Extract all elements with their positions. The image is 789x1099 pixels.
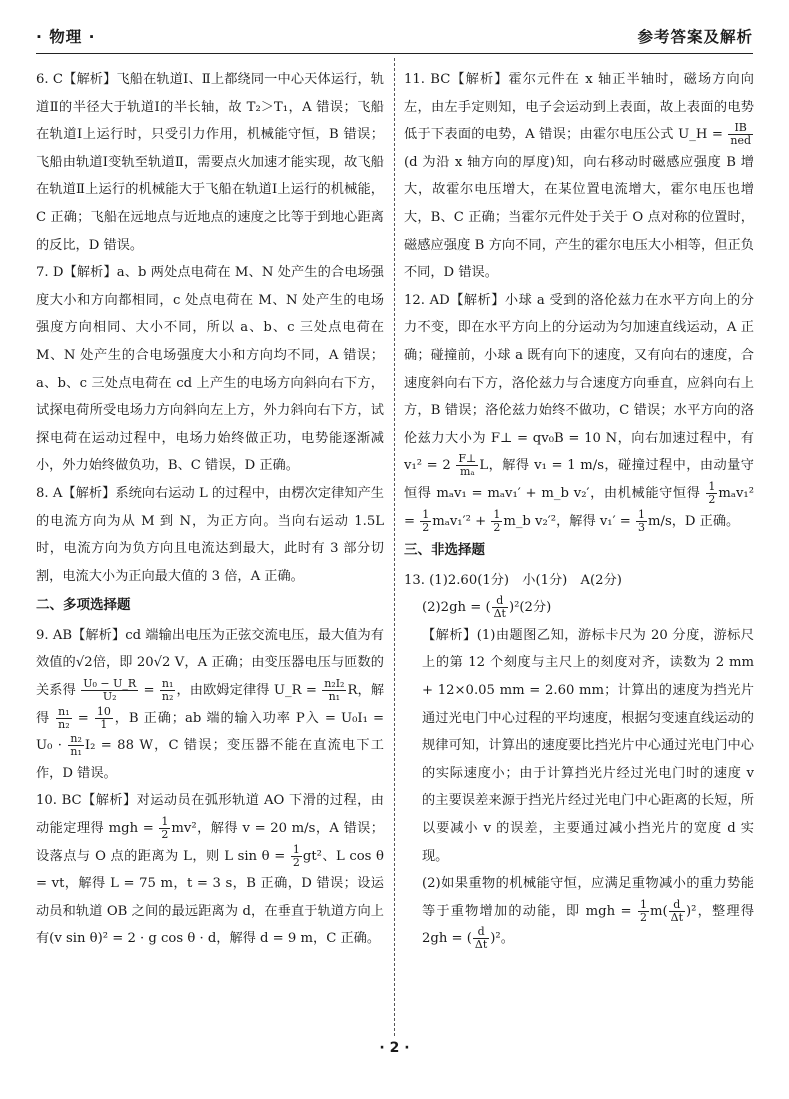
fraction-denominator: 3 <box>638 520 646 534</box>
q13-2-text-a: (2)2gh = ( <box>422 600 491 616</box>
fraction-numerator: d <box>669 899 685 912</box>
fraction-denominator: n₂ <box>161 690 174 704</box>
fraction <box>81 678 138 703</box>
fraction <box>56 706 72 731</box>
q11-text-a: 11. BC【解析】霍尔元件在 x 轴正半轴时，磁场方向向左，由左手定则知，电子会运动到上表面，故上表面的电势低于下表面的电势，A 错误；由霍尔电压公式 U_H = <box>404 72 754 143</box>
fraction-numerator: d <box>492 595 508 608</box>
q12-text-c: mₐv₁² = <box>404 485 754 529</box>
fraction <box>159 816 170 841</box>
fraction <box>728 122 753 147</box>
q13-exp2-text-b: m( <box>649 903 668 919</box>
q9-text-d: ，B 正确；ab 端的输入功率 P入 = U₀I₁ = U₀ · <box>36 710 384 754</box>
fraction-denominator: 2 <box>639 910 647 924</box>
fraction-denominator: Δt <box>474 938 488 952</box>
q12-text-a: 12. AD【解析】小球 a 受到的洛伦兹力在水平方向上的分力不变，即在水平方向上的分运动为匀加速直线运动，A 正确；碰撞前，小球 a 既有向下的速度，又有向右的速度，合速度斜向右下方，洛伦兹力与合速度方向垂直，应斜向右上方，B 错误；洛伦兹力始终不做功，C 错误；水平方向的洛伦兹力大小为 F⊥ = qv₀B = 10 N，向右加速过程中，有 v₁² = 2 <box>404 292 754 474</box>
fraction-numerator: 1 <box>493 507 501 521</box>
q12-text-b: L，解得 v₁ = 1 m/s，碰撞过程中，由动量守恒得 mₐv₁ = mₐv₁′ + m_b v₂′，由机械能守恒得 <box>404 458 754 501</box>
fraction-numerator: 10 <box>96 704 111 718</box>
q12-text-d: mₐv₁′² + <box>432 513 487 529</box>
answer-q12 <box>404 287 754 535</box>
section-heading-multiple-choice: 二、多项选择题 <box>36 597 131 614</box>
answer-q8: 8. A【解析】系统向右运动 L 的过程中，由楞次定律知产生的电流方向为从 M 到 N，为正方向。当向右运动 1.5L 时，电流方向为负方向且电流达到最大，此时有 3 部分切割，电流大小为正向最大值的 3 倍，A 正确。 <box>36 485 384 584</box>
fraction-numerator: n₁ <box>161 677 174 691</box>
section-title: 参考答案及解析 <box>637 28 753 46</box>
fraction-denominator: 2 <box>708 492 716 506</box>
right-column <box>404 66 754 953</box>
fraction <box>492 595 508 620</box>
q13-explanation-1: 【解析】(1)由题图乙知，游标卡尺为 20 分度，游标尺上的第 12 个刻度与主尺上的刻度对齐，读数为 2 mm + 12×0.05 mm = 2.60 mm；计算出的速度为挡光片通过光电门中心过程的平均速度，根据匀变速直线运动的规律可知，计算出的速度要比挡光片中心通过光电门中心的实际速度小；由于计算挡光片经过光电门时的速度 v 的主要误差来源于挡光片经过光电门中心距离的长短，所以要减小 v 的误差，主要通过减小挡光片的宽度 d 实现。 <box>422 627 754 864</box>
fraction-denominator: Δt <box>493 607 506 621</box>
fraction-numerator: n₂ <box>70 732 82 746</box>
fraction <box>636 509 647 534</box>
q10-text-b: mv²，解得 v = 20 m/s，A 错误；设落点与 O 点的距离为 L，则 L sin θ = <box>36 821 384 864</box>
answer-q11 <box>404 66 754 287</box>
answer-q6: 6. C【解析】飞船在轨道Ⅰ、Ⅱ上都绕同一中心天体运行，轨道Ⅱ的半径大于轨道Ⅰ的半长轴，故 T₂＞T₁，A 错误；飞船在轨道Ⅰ上运行时，只受引力作用，机械能守恒，B 错误；飞船由轨道Ⅰ变轨至轨道Ⅱ，需要点火加速才能实现，故飞船在轨道Ⅱ上运行的机械能大于飞船在轨道Ⅰ上运行的机械能，C 正确；飞船在远地点与近地点的速度之比等于到地心距离的反比，D 错误。 <box>36 72 384 253</box>
q11-text-b: (d 为沿 x 轴方向的厚度)知，向右移动时磁感应强度 B 增大，故霍尔电压增大，在某位置电流增大，霍尔电压也增大，B、C 正确；当霍尔元件处于关于 O 点对称的位置时，磁感应强度 B 方向不同，产生的霍尔电压大小相等，但正负不同，D 错误。 <box>404 154 754 281</box>
q9-text-b: ，由欧姆定律得 U_R = <box>176 683 317 699</box>
fraction-denominator: 2 <box>422 520 430 534</box>
q13-explanation-2 <box>404 870 754 953</box>
fraction <box>68 733 84 758</box>
fraction-numerator: 1 <box>292 842 300 856</box>
fraction-denominator: n₁ <box>328 690 341 704</box>
fraction-denominator: ned <box>730 134 751 148</box>
q10-text-a: 10. BC【解析】对运动员在弧形轨道 AO 下滑的过程，由动能定理得 mgh = <box>36 793 384 837</box>
subject-label: · 物理 · <box>36 28 96 46</box>
q13-exp2-text-d: )²。 <box>490 931 514 947</box>
answer-q10 <box>36 787 384 953</box>
fraction <box>491 509 502 534</box>
fraction <box>669 899 685 924</box>
fraction <box>322 678 346 703</box>
fraction-numerator: 1 <box>639 897 647 911</box>
fraction-numerator: U₀ − U_R <box>83 677 137 691</box>
q12-text-e: m_b v₂′²，解得 v₁′ = <box>503 513 631 529</box>
fraction <box>160 678 176 703</box>
fraction <box>706 481 717 506</box>
q13-2-text-b: )²(2分) <box>508 600 552 616</box>
section-heading-non-choice: 三、非选择题 <box>404 542 485 559</box>
fraction-denominator: 2 <box>493 520 501 534</box>
fraction-denominator: 1 <box>100 717 108 731</box>
fraction <box>420 509 431 534</box>
q12-text-f: m/s，D 正确。 <box>648 513 740 529</box>
fraction-denominator: n₂ <box>58 717 70 731</box>
page-header <box>36 8 753 54</box>
fraction <box>473 926 489 951</box>
fraction <box>95 706 113 731</box>
answer-q13-part2 <box>404 594 754 622</box>
q10-text-c: gt²、L cos θ = vt，解得 L = 75 m，t = 3 s，B 正确，D 错误；设运动员和轨道 OB 之间的最远距离为 d，在垂直于轨道方向上有(v sin θ)² = 2 · g cos θ · d，解得 d = 9 m，C 正确。 <box>36 848 384 947</box>
fraction-numerator: 1 <box>161 815 169 829</box>
q13-exp2-text-a: (2)如果重物的机械能守恒，应满足重物减小的重力势能等于重物增加的动能，即 mgh = <box>422 876 754 919</box>
q9-text-a: 9. AB【解析】cd 端输出电压为正弦交流电压，最大值为有效值的√2倍，即 20√2 V，A 正确；由变压器电压与匝数的关系得 <box>36 627 384 699</box>
fraction-numerator: F⊥ <box>458 452 477 466</box>
q9-text-e: I₂ = 88 W，C 错误；变压器不能在直流电下工作，D 错误。 <box>36 738 384 781</box>
fraction-denominator: 2 <box>292 855 300 869</box>
q13-exp2-text-c: )²，整理得 2gh = ( <box>422 903 755 947</box>
fraction-denominator: n₁ <box>70 745 82 759</box>
q9-text-c: R，解得 <box>36 683 385 726</box>
fraction-numerator: 1 <box>638 507 646 521</box>
page-number: · 2 · <box>379 1040 410 1056</box>
fraction <box>291 844 302 869</box>
fraction-numerator: 1 <box>422 507 430 521</box>
fraction <box>456 453 478 478</box>
fraction-numerator: 1 <box>708 479 716 493</box>
fraction-numerator: d <box>473 926 489 939</box>
fraction-denominator: Δt <box>670 910 684 924</box>
fraction <box>638 899 649 924</box>
fraction-denominator: U₂ <box>102 690 117 704</box>
left-column <box>36 66 384 953</box>
answer-q9: 9. AB【解析】cd 端输出电压为正弦交流电压，最大值为有效值的√2倍，即 20√2 V，A 正确；由变压器电压与匝数的关系得 $\frac{\text{U₀ − U\_R}}{\text{U₂}}$ = $\frac{\text{n₁}}{\text{n₂}}$ ，由欧姆定律得 U_R = $\frac{\text{n₂I₂}}{\text{n₁}}$ R，解得 $\frac{\text{n₁}}{\text{n₂}}$ = $\frac{10}{1}$ ，B 正确；ab 端的输入功率 P入 = U₀I₁ = U₀ · $\frac{\text{n₂}}{\text{n₁}}$ I₂ = 88 W，C 错误；变压器不能在直流电下工作，D 错误。 <box>36 627 385 781</box>
fraction-numerator: n₂I₂ <box>324 677 345 691</box>
fraction-numerator: IB <box>728 122 753 135</box>
answer-q7: 7. D【解析】a、b 两处点电荷在 M、N 处产生的合电场强度大小和方向都相同，c 处点电荷在 M、N 处产生的电场强度方向相同、大小不同，所以 a、b、c 三处点电荷在 M、N 处产生的合电场强度大小和方向均不同，A 错误；a、b、c 三处点电荷在 cd 上产生的电场方向斜向右下方，试探电荷所受电场力方向斜向左上方，外力斜向右下方，试探电荷在运动过程中，电场力始终做正功，电势能逐渐减小，外力始终做负功，B、C 错误，D 正确。 <box>36 265 384 474</box>
fraction-numerator: n₁ <box>58 704 70 718</box>
column-divider <box>394 58 395 1036</box>
fraction-denominator: mₐ <box>460 465 475 479</box>
fraction-denominator: 2 <box>161 828 169 842</box>
answer-q13-part1: 13. (1)2.60(1分) 小(1分) A(2分) <box>404 572 622 588</box>
